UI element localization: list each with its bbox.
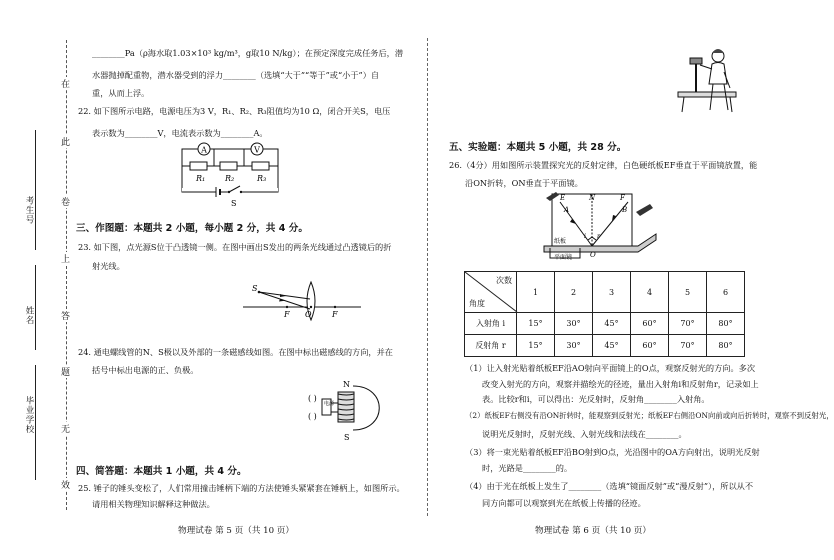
table-row (465, 313, 745, 335)
voltmeter-label: V (254, 145, 260, 155)
header-bottom-label: 角度 (469, 299, 485, 308)
switch-label: S (231, 199, 237, 208)
q25-line-2: 请用相关物理知识解释这种做法。 (92, 499, 215, 509)
coil-paren-bottom: ( ) (308, 412, 317, 421)
circuit-diagram (176, 138, 286, 208)
lens-diagram (243, 280, 363, 322)
point-b-label: B (622, 206, 628, 214)
seal-line (66, 40, 67, 510)
seal-char: 题 (61, 365, 70, 378)
lens-center-label: O (305, 310, 312, 319)
name-line (35, 265, 36, 350)
table-cell: 45° (593, 335, 631, 357)
table-header-row (465, 272, 745, 313)
q25-line-1: 25. 锤子的锤头变松了，人们常用撞击锤柄下端的方法使锤头紧紧套在锤柄上，如图所示。 (78, 483, 405, 493)
q22-line-2: 表示数为________V，电流表示数为________A。 (92, 128, 268, 138)
hammer-illustration (672, 42, 742, 114)
normal-n-label: N (589, 194, 596, 202)
q24-line-2: 括号中标出电源的正、负极。 (92, 365, 199, 375)
table-cell: 30° (555, 313, 593, 335)
table-cell: 70° (669, 313, 707, 335)
q24-line-1: 24. 通电螺线管的N、S极以及外部的一条磁感线如图。在图中标出磁感线的方向，并在 (78, 347, 393, 357)
table-cell: 15° (517, 313, 555, 335)
lens-focus-right-label: F (332, 310, 338, 319)
candidate-number-label: 考生号 (24, 196, 34, 225)
left-page-footer: 物理试卷 第 5 页（共 10 页） (178, 526, 294, 536)
section-4-title: 四、简答题：本题共 1 小题，共 4 分。 (76, 466, 247, 477)
ammeter-label: A (201, 145, 207, 155)
table-cell: 80° (707, 313, 745, 335)
seal-char: 效 (61, 478, 70, 491)
q23-line-2: 射光线。 (92, 261, 125, 271)
section-3-title: 三、作图题：本题共 2 小题，每小题 2 分，共 4 分。 (76, 223, 308, 234)
reflection-apparatus (538, 188, 664, 262)
row-label: 入射角 i (465, 313, 517, 335)
q26-line-1: 26.（4分）用如图所示装置探究光的反射定律，白色硬纸板EF垂直于平面镜放置，能 (449, 160, 758, 170)
seal-char: 答 (61, 309, 70, 322)
table-cell: 80° (707, 335, 745, 357)
column-header: 2 (555, 272, 593, 313)
angle-data-table (464, 271, 745, 357)
column-header: 3 (593, 272, 631, 313)
part1-line-3: 表。比较r和i，可以得出：光反射时，反射角________入射角。 (482, 394, 710, 404)
r2-label: R₂ (225, 174, 235, 183)
name-line (35, 130, 36, 250)
incidence-angle-label: i (584, 233, 586, 240)
part3-line-2: 时，光路是________的。 (482, 463, 573, 473)
seal-char: 上 (61, 252, 70, 265)
r1-label: R₁ (196, 174, 206, 183)
seal-char: 在 (61, 77, 70, 90)
column-header: 4 (631, 272, 669, 313)
seal-char: 此 (61, 135, 70, 148)
column-header: 6 (707, 272, 745, 313)
q21-line-3: 重，从而上浮。 (92, 88, 150, 98)
solenoid-diagram (308, 374, 388, 444)
row-label: 反射角 r (465, 335, 517, 357)
coil-north-label: N (343, 380, 350, 389)
board-f-label: F (620, 194, 625, 202)
part2-line-2: 说明光反射时，反射光线、入射光线和法线在________。 (482, 429, 687, 439)
q21-line-1: ________Pa（ρ海水取1.03×10³ kg/m³，g取10 N/kg）；在预定深度完成任务后，潜 (92, 48, 404, 58)
part1-line-2: 改变入射光的方向，观察并描绘光的径迹，量出入射角i和反射角r，记录如上 (482, 379, 759, 389)
power-source-label: 电源 (324, 401, 335, 407)
table-row (465, 335, 745, 357)
q23-line-1: 23. 如下图，点光源S位于凸透镜一侧。在图中画出S发出的两条光线通过凸透镜后的折 (78, 242, 392, 252)
coil-paren-top: ( ) (308, 394, 317, 403)
coil-south-label: S (344, 433, 350, 442)
header-top-label: 次数 (496, 276, 512, 285)
part4-line-2: 同方向都可以观察到光在纸板上传播的径迹。 (482, 498, 646, 508)
board-e-label: E (560, 194, 566, 202)
board-label: 纸板 (554, 238, 567, 245)
table-cell: 60° (631, 313, 669, 335)
table-cell: 15° (517, 335, 555, 357)
column-header: 1 (517, 272, 555, 313)
table-cell: 45° (593, 313, 631, 335)
name-line (35, 365, 36, 480)
part3-line-1: （3）将一束光贴着纸板EF沿BO射到O点，光沿图中的OA方向射出，说明光反射 (465, 447, 760, 457)
seal-char: 无 (61, 422, 70, 435)
lens-focus-left-label: F (284, 310, 290, 319)
q22-line-1: 22. 如下图所示电路，电源电压为3 V，R₁、R₂、R₃阻值均为10 Ω，闭合开关S，电压 (78, 106, 391, 116)
q26-line-2: 沿ON折转，ON垂直于平面镜。 (465, 178, 583, 188)
seal-char: 卷 (61, 195, 70, 208)
q21-line-2: 水器抛掉配重物，潜水器受到的浮力________（选填“大于”“等于”或“小于”）自 (92, 70, 380, 80)
part4-line-1: （4）由于光在纸板上发生了________（选填“镜面反射”或“漫反射”），所以从不 (465, 481, 754, 491)
table-cell: 30° (555, 335, 593, 357)
right-page-footer: 物理试卷 第 6 页（共 10 页） (535, 526, 651, 536)
point-o-label: O (590, 251, 596, 259)
table-cell: 60° (631, 335, 669, 357)
part1-line-1: （1）让入射光贴着纸板EF沿AO射向平面镜上的O点，观察反射光的方向。多次 (465, 363, 756, 373)
lens-source-label: S (252, 284, 258, 293)
r3-label: R₃ (257, 174, 267, 183)
mirror-label: 平面镜 (554, 254, 573, 261)
student-name-label: 姓名 (24, 306, 34, 325)
point-a-label: A (564, 206, 570, 214)
table-corner-cell (465, 272, 517, 313)
table-cell: 70° (669, 335, 707, 357)
reflection-angle-label: r (597, 233, 600, 240)
page-divider (427, 38, 428, 516)
column-header: 5 (669, 272, 707, 313)
school-label: 毕业学校 (24, 396, 34, 434)
section-5-title: 五、实验题：本题共 5 小题，共 28 分。 (449, 142, 627, 153)
part2-line-1: （2）纸板EF右侧没有沿ON折转时，能观察到反射光；纸板EF右侧沿ON向前或向后折转时，观察不到反射光， (465, 411, 834, 420)
